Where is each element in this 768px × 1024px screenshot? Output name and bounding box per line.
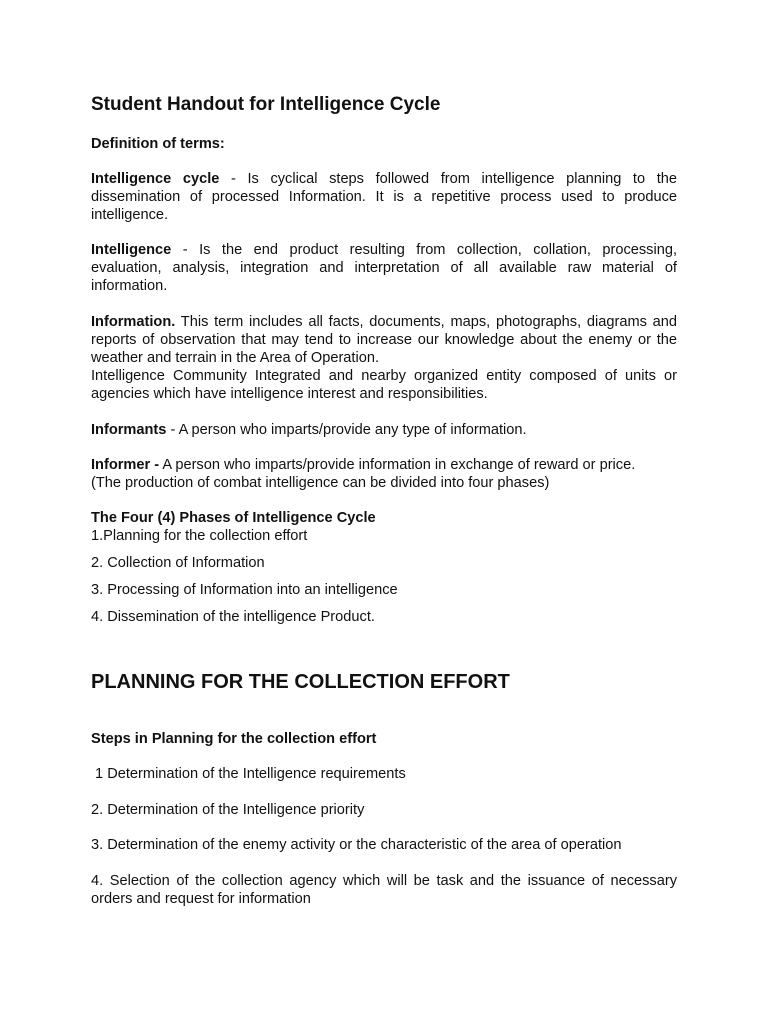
definition-text: - Is cyclical steps followed from intelligence planning to the dissemination of processed Information. It is a repetitive process used to produce intelligence. [91, 171, 677, 223]
definition-text: - A person who imparts/provide any type of information. [166, 422, 527, 438]
phase-item: 1.Planning for the collection effort [91, 528, 308, 544]
definitions-heading: Definition of terms: [91, 136, 225, 152]
definition-information [91, 313, 677, 367]
definition-term: Intelligence [91, 242, 172, 258]
definition-informer [91, 456, 677, 474]
definition-term: Intelligence cycle [91, 171, 220, 187]
phase-item: 2. Collection of Information [91, 555, 265, 571]
step-item: 1 Determination of the Intelligence requirements [91, 766, 406, 782]
phases-heading: The Four (4) Phases of Intelligence Cycle [91, 510, 376, 526]
step-item: 4. Selection of the collection agency which will be task and the issuance of necessary orders and request for information [91, 873, 677, 907]
definition-informants [91, 421, 677, 439]
definition-text: - Is the end product resulting from collection, collation, processing, evaluation, analysis, integration and interpretation of all available raw material of information. [91, 242, 677, 294]
definition-intelligence-cycle [91, 170, 677, 224]
definition-term: Informants [91, 422, 167, 438]
definition-term: Informer - [91, 457, 160, 473]
definition-intelligence-community: Intelligence Community Integrated and nearby organized entity composed of units or agencies which have intelligence interest and responsibilities. [91, 368, 677, 402]
definition-text: A person who imparts/provide information in exchange of reward or price. [159, 457, 636, 473]
section-title: PLANNING FOR THE COLLECTION EFFORT [91, 671, 510, 693]
definition-intelligence [91, 241, 677, 295]
document-title: Student Handout for Intelligence Cycle [91, 94, 441, 115]
step-item: 3. Determination of the enemy activity or the characteristic of the area of operation [91, 837, 622, 853]
definition-term: Information. [91, 314, 176, 330]
step-item: 2. Determination of the Intelligence priority [91, 802, 365, 818]
definition-text: This term includes all facts, documents, maps, photographs, diagrams and reports of observation that may tend to increase our knowledge about the enemy or the weather and terrain in the Area of Operation. [91, 314, 677, 366]
phase-item: 4. Dissemination of the intelligence Product. [91, 609, 375, 625]
phase-item: 3. Processing of Information into an intelligence [91, 582, 398, 598]
phases-note: (The production of combat intelligence can be divided into four phases) [91, 475, 550, 491]
steps-heading: Steps in Planning for the collection effort [91, 731, 377, 747]
